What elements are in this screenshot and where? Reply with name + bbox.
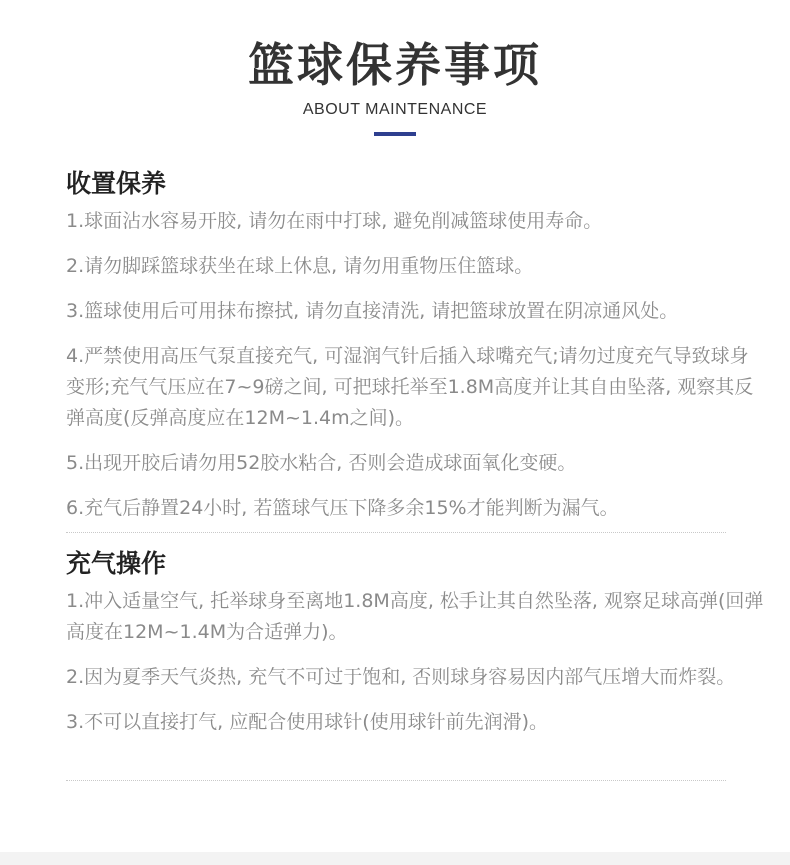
section-divider [66,780,726,781]
list-item: 1.球面沾水容易开胶, 请勿在雨中打球, 避免削减篮球使用寿命。 [66,210,603,232]
section-heading: 充气操作 [66,549,167,578]
title-block [0,36,790,136]
list-item: 2.因为夏季天气炎热, 充气不可过于饱和, 否则球身容易因内部气压增大而炸裂。 [66,666,736,688]
footer-band [0,852,790,865]
list-item: 3.不可以直接打气, 应配合使用球针(使用球针前先润滑)。 [66,711,549,733]
page-subtitle: ABOUT MAINTENANCE [302,101,488,118]
list-item: 2.请勿脚踩篮球获坐在球上休息, 请勿用重物压住篮球。 [66,255,534,277]
list-item: 5.出现开胶后请勿用52胶水粘合, 否则会造成球面氧化变硬。 [66,452,577,474]
title-accent-bar [374,132,416,136]
list-item: 1.冲入适量空气, 托举球身至离地1.8M高度, 松手让其自然坠落, 观察足球高弹(回弹高度在12M~1.4M为合适弹力)。 [66,590,764,643]
page-title: 篮球保养事项 [248,38,542,92]
section-divider [66,532,726,533]
section-inflation [66,547,766,738]
section-storage-care [66,167,766,524]
section-heading: 收置保养 [66,169,167,198]
list-item: 3.篮球使用后可用抹布擦拭, 请勿直接清洗, 请把篮球放置在阴凉通风处。 [66,300,679,322]
list-item: 6.充气后静置24小时, 若篮球气压下降多余15%才能判断为漏气。 [66,497,619,519]
list-item: 4.严禁使用高压气泵直接充气, 可湿润气针后插入球嘴充气;请勿过度充气导致球身变形;充气气压应在7~9磅之间, 可把球托举至1.8M高度并让其自由坠落, 观察其反弹高度(反弹高度应在12M~1.4m之间)。 [66,345,754,429]
